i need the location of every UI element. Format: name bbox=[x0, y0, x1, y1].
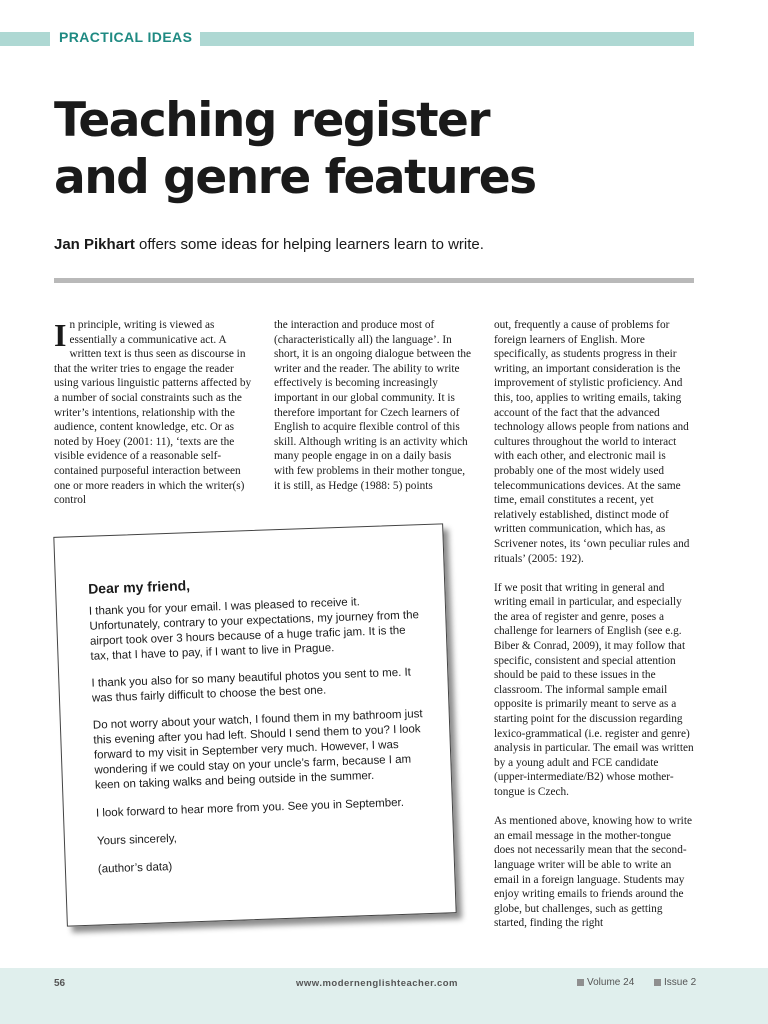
sample-email-letter bbox=[53, 523, 456, 926]
square-bullet-icon bbox=[654, 979, 661, 986]
letter-paragraph: I look forward to hear more from you. See you in September. bbox=[95, 796, 405, 820]
paragraph: If we posit that writing in general and writing email in particular, and especially the area of register and genre, poses a challenge for learners of English (see e.g. Biber & Conrad, 2009), it may follow that specific, consistent and special attention should be paid to these issues in the classroom. The informal sample email opposite is primarily meant to serve as a starting point for the discussion regarding lexico-grammatical (i.e. register and genre) analysis in particular. The email was written by a young adult and FCE candidate (upper-intermediate/B2) whose mother-tongue is Czech. bbox=[494, 581, 694, 798]
divider-rule bbox=[54, 278, 694, 283]
letter-paragraph: I thank you also for so many beautiful photos you sent to me. It was thus fairly difficult to choose the best one. bbox=[91, 666, 412, 705]
letter-greeting: Dear my friend, bbox=[87, 577, 191, 597]
volume-text: Volume 24 bbox=[587, 977, 635, 988]
paragraph-text: n principle, writing is viewed as essentially a communicative act. A written text is thus seen as discourse in that the writer tries to engage the reader using various linguistic patterns affected by a number of social constraints such as the writer’s intentions, relationship with the audience, content knowledge, etc. Or as noted by Hoey (2001: 11), ‘texts are the visible evidence of a reasonable self-contained purposeful interaction between one or more readers in which the writer(s) control bbox=[54, 319, 252, 507]
column-2 bbox=[274, 318, 474, 493]
issue-text: Issue 2 bbox=[664, 977, 697, 988]
standfirst-text: offers some ideas for helping learners learn to write. bbox=[134, 236, 484, 253]
square-bullet-icon bbox=[577, 979, 584, 986]
paragraph: out, frequently a cause of problems for foreign learners of English. More specifically, as students progress in their writing, an important consideration is the improvement of stylistic proficiency. And this, too, applies to writing emails, taking account of the fact that the advanced technology allows people from nations and cultures throughout the world to interact with each other, and electronic mail is probably one of the most widely used telecommunications devices. At the same time, email constitutes a recent, yet relatively established, distinct mode of written communication, which has, as Scrivener notes, its ‘own peculiar rules and rituals’ (2005: 192). bbox=[494, 319, 690, 565]
letter-signature: (author’s data) bbox=[97, 860, 173, 876]
footer-url: www.modernenglishteacher.com bbox=[296, 978, 458, 989]
column-1 bbox=[54, 318, 254, 508]
section-bar-left bbox=[0, 32, 50, 46]
standfirst bbox=[54, 236, 484, 253]
paragraph bbox=[54, 318, 254, 508]
column-3 bbox=[494, 318, 694, 931]
page-number: 56 bbox=[54, 978, 66, 989]
drop-cap: I bbox=[54, 317, 67, 353]
page-footer bbox=[0, 968, 768, 1024]
paragraph: the interaction and produce most of (characteristically all) the language’. In short, it is an ongoing dialogue between the writer and the reader. The ability to write effectively is becoming increasingly important in our global community. It is therefore important for Czech learners of English to acquire flexible control of this skill. Although writing is an activity which many people engage in on a daily basis with few problems in their mother tongue, it is still, as Hedge (1988: 5) points bbox=[274, 319, 472, 492]
issue-label bbox=[654, 977, 696, 988]
title-line-2: and genre features bbox=[54, 150, 536, 205]
title-line-1: Teaching register bbox=[54, 93, 490, 148]
article-title bbox=[54, 92, 536, 206]
paragraph: As mentioned above, knowing how to write an email message in the mother-tongue does not necessarily mean that the second-language writer will be able to write an email in a foreign language. Students may enjoy writing emails to friends around the globe, but challenges, such as getting started, finding the right bbox=[494, 815, 692, 930]
letter-paragraph: I thank you for your email. I was pleased to receive it. Unfortunately, contrary to your expectations, my journey from the airport took over 3 hours because of a huge trafic jam. It is the tax, that I have to pay, if I want to live in Prague. bbox=[88, 596, 420, 663]
section-label: PRACTICAL IDEAS bbox=[59, 29, 193, 45]
volume-label bbox=[577, 977, 634, 988]
author-name: Jan Pikhart bbox=[54, 236, 135, 253]
letter-paragraph: Do not worry about your watch, I found them in my bathroom just this evening after you had left. Should I send them to you? I look forward to my visit in September very much. However, I was wondering if we could stay on your uncle’s farm, because I am keen on taking walks and being outside in the summer. bbox=[92, 708, 423, 792]
letter-closing: Yours sincerely, bbox=[96, 832, 178, 848]
section-bar-right bbox=[200, 32, 694, 46]
